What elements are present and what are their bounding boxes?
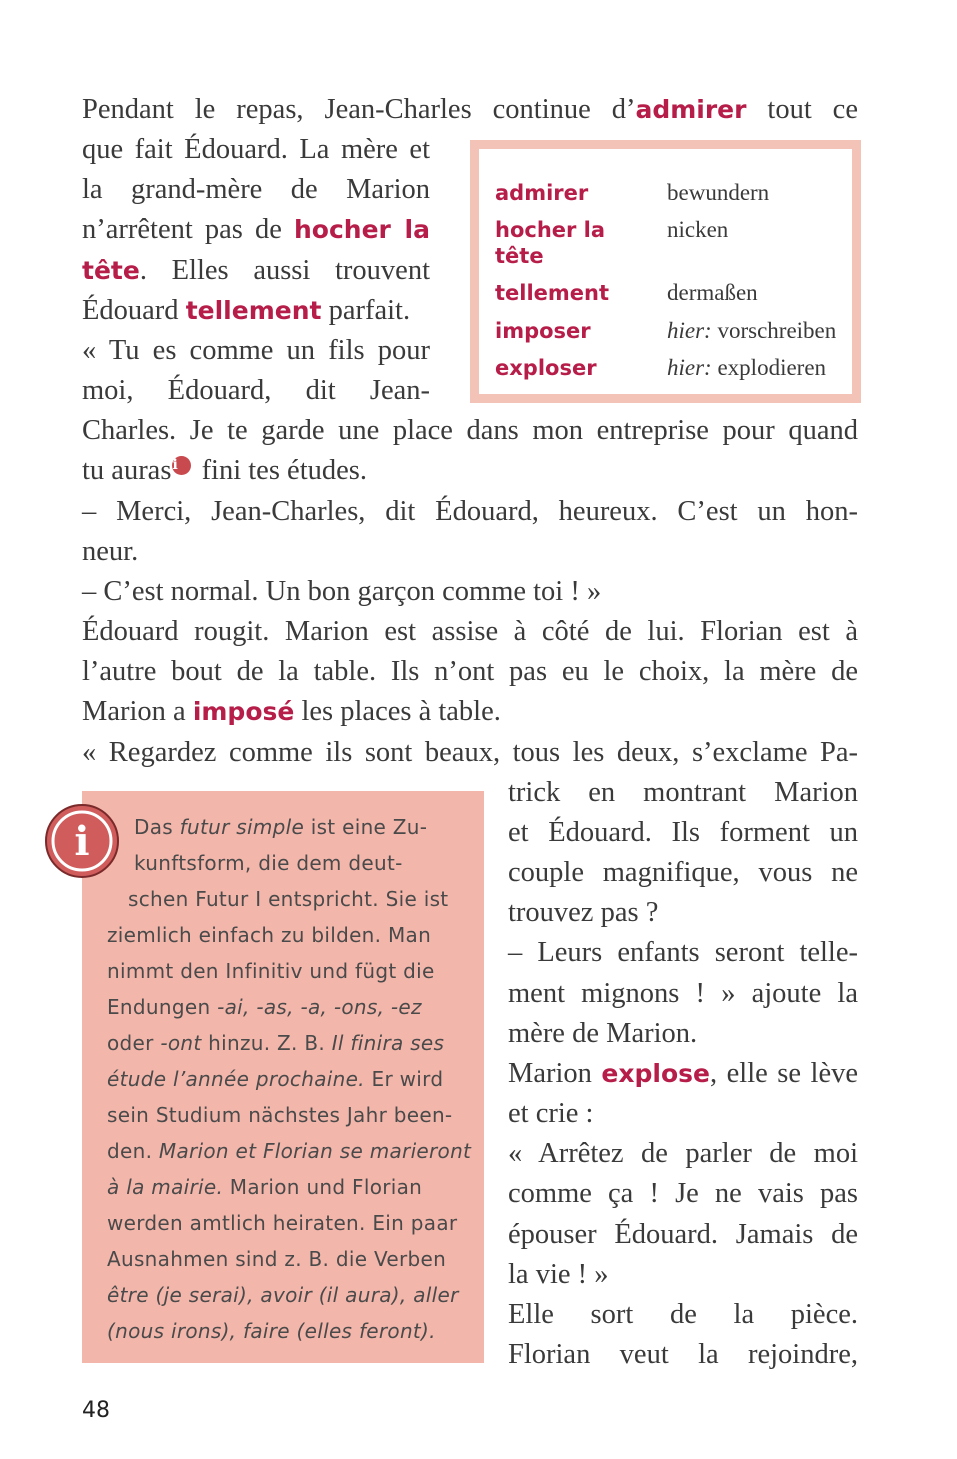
svg-text:i: i: [74, 818, 90, 865]
text-line: Édouard tellement parfait.: [82, 295, 411, 326]
text-line: ment mignons ! » ajoute la: [508, 978, 858, 1009]
vocab-term: imposer: [495, 319, 591, 343]
text-line: trick en montrant Marion: [508, 777, 858, 808]
text-line: que fait Édouard. La mère et: [82, 134, 430, 165]
text-line: « Regardez comme ils sont beaux, tous les deux, s’exclame Pa-: [82, 737, 858, 768]
info-marker-icon[interactable]: i: [172, 456, 191, 475]
vocabulary-box: [470, 140, 861, 403]
text-line: « Tu es comme un fils pour: [82, 335, 430, 366]
text-line: mère de Marion.: [508, 1018, 698, 1049]
vocab-term: hocher la tête: [495, 218, 606, 268]
keyword-admirer: admirer: [635, 95, 747, 124]
text-line: tu aurasi fini tes études.: [82, 455, 367, 486]
text-line: et Édouard. Ils forment un: [508, 817, 858, 848]
grammar-info-box: [74, 791, 484, 1363]
text-line: Pendant le repas, Jean-Charles continue d’admirer tout ce: [82, 94, 858, 125]
text-line: Marion a imposé les places à table.: [82, 696, 501, 727]
text-line: et crie :: [508, 1098, 594, 1129]
text-line: trouvez pas ?: [508, 897, 659, 928]
text-line: tête. Elles aussi trouvent: [82, 255, 430, 286]
grammar-line: Endungen -ai, -as, -a, -ons, -ez: [107, 995, 422, 1019]
grammar-line: den. Marion et Florian se marieront: [107, 1139, 472, 1163]
grammar-line: Ausnahmen sind z. B. die Verben: [107, 1247, 447, 1271]
keyword-tete: tête: [82, 256, 140, 285]
vocab-translation: dermaßen: [667, 280, 758, 305]
vocab-translation: bewundern: [667, 180, 770, 205]
text-line: Édouard rougit. Marion est assise à côté de lui. Florian est à: [82, 616, 858, 647]
grammar-line: nimmt den Infinitiv und fügt die: [107, 959, 435, 983]
text-line: moi, Édouard, dit Jean-: [82, 375, 430, 406]
vocab-translation: nicken: [667, 217, 729, 242]
text-line: – C’est normal. Un bon garçon comme toi ! »: [82, 576, 602, 607]
text-line: Florian veut la rejoindre,: [508, 1339, 858, 1370]
vocab-term: admirer: [495, 181, 589, 205]
text-line: neur.: [82, 536, 139, 567]
text-line: l’autre bout de la table. Ils n’ont pas eu le choix, la mère de: [82, 656, 858, 687]
text-line: Marion explose, elle se lève: [508, 1058, 858, 1089]
text-line: la vie ! »: [508, 1259, 609, 1290]
vocab-translation: hier: explodieren: [667, 355, 827, 380]
keyword-explose: explose: [601, 1059, 710, 1088]
text-line: couple magnifique, vous ne: [508, 857, 858, 888]
vocab-translation: hier: vorschreiben: [667, 318, 837, 343]
keyword-hocher-la: hocher la: [293, 215, 430, 244]
vocab-term: tellement: [495, 281, 610, 305]
grammar-line: (nous irons), faire (elles feront).: [107, 1319, 436, 1343]
text-line: n’arrêtent pas de hocher la: [82, 214, 430, 245]
grammar-line: à la mairie. Marion und Florian: [107, 1175, 423, 1199]
grammar-line: sein Studium nächstes Jahr been-: [107, 1103, 453, 1127]
text-line: la grand-mère de Marion: [82, 174, 430, 205]
info-icon: [44, 803, 120, 879]
text-line: Charles. Je te garde une place dans mon entreprise pour quand: [82, 415, 858, 446]
page-number: 48: [82, 1398, 110, 1423]
grammar-line: werden amtlich heiraten. Ein paar: [107, 1211, 458, 1235]
keyword-impose: imposé: [192, 697, 295, 726]
text-line: épouser Édouard. Jamais de: [508, 1219, 858, 1250]
text-line: – Leurs enfants seront telle-: [508, 937, 858, 968]
grammar-line: être (je serai), avoir (il aura), aller: [107, 1283, 459, 1307]
keyword-tellement: tellement: [185, 296, 322, 325]
grammar-line: ziemlich einfach zu bilden. Man: [107, 923, 432, 947]
text-line: comme ça ! Je ne vais pas: [508, 1178, 858, 1209]
text-line: « Arrêtez de parler de moi: [508, 1138, 858, 1169]
grammar-line: oder -ont hinzu. Z. B. Il finira ses: [107, 1031, 445, 1055]
vocab-term: exploser: [495, 356, 597, 380]
grammar-line: étude l’année prochaine. Er wird: [107, 1067, 444, 1091]
grammar-line: Das futur simple ist eine Zu-: [134, 815, 428, 839]
grammar-line: schen Futur I entspricht. Sie ist: [128, 887, 449, 911]
text-line: – Merci, Jean-Charles, dit Édouard, heureux. C’est un hon-: [82, 496, 858, 527]
grammar-line: kunftsform, die dem deut-: [134, 851, 403, 875]
text-line: Elle sort de la pièce.: [508, 1299, 858, 1330]
